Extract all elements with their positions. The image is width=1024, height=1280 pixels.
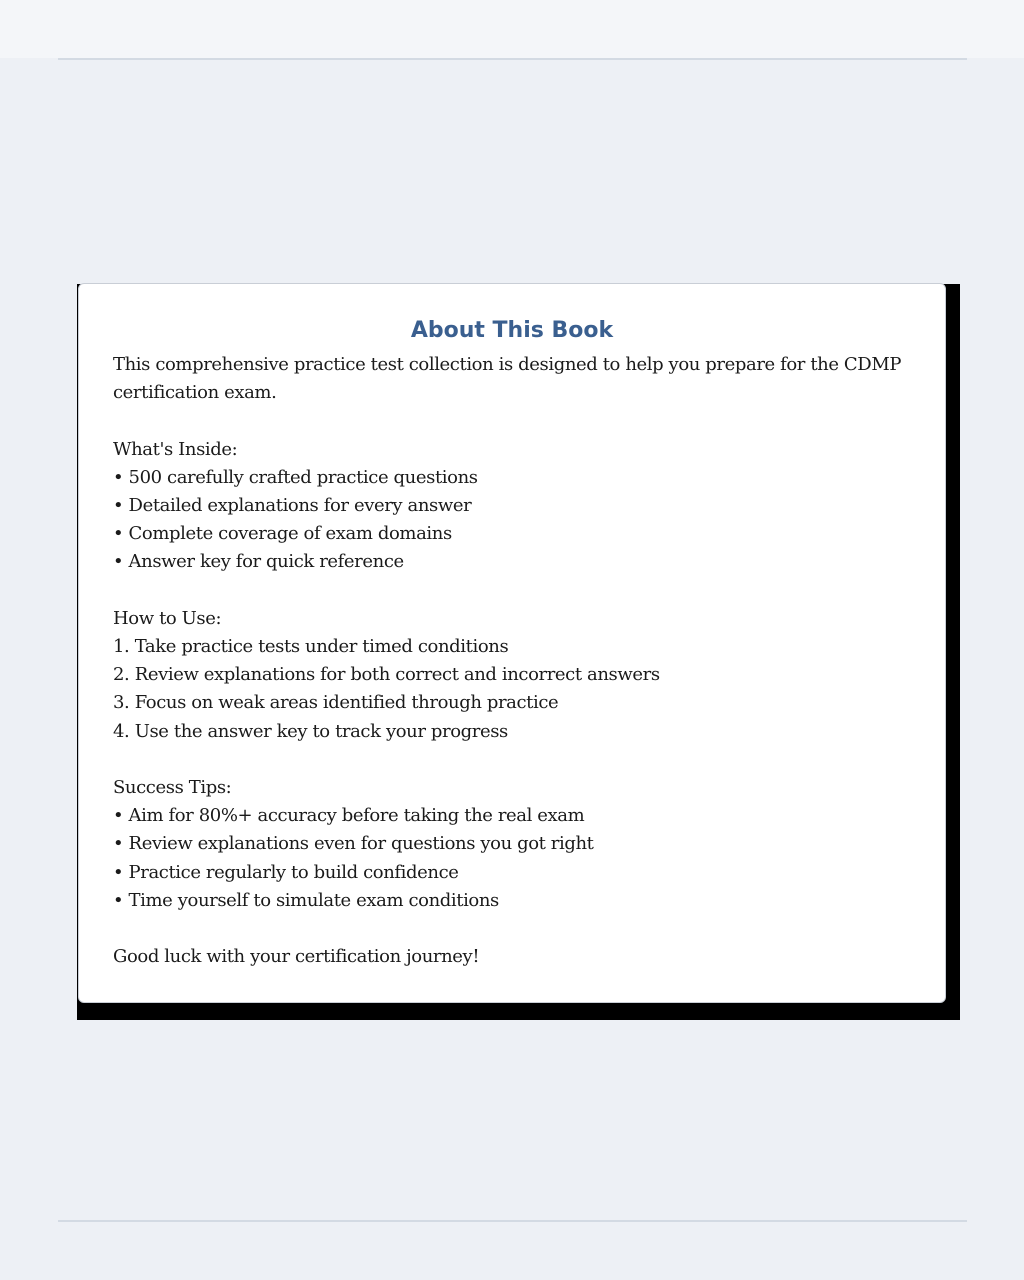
list-item: • Practice regularly to build confidence — [113, 861, 459, 883]
intro-paragraph: This comprehensive practice test collection is designed to help you prepare for the CDMP certification exam. — [113, 354, 902, 404]
spacer — [113, 577, 913, 605]
list-item: 3. Focus on weak areas identified through practice — [113, 692, 559, 714]
spacer — [113, 746, 913, 774]
closing-line: Good luck with your certification journey! — [113, 946, 480, 968]
card-body — [113, 351, 913, 971]
list-item: • Detailed explanations for every answer — [113, 495, 472, 516]
top-divider — [58, 58, 967, 60]
list-item: • Answer key for quick reference — [113, 551, 404, 573]
list-item: • Complete coverage of exam domains — [113, 523, 452, 545]
list-item: • 500 carefully crafted practice questions — [113, 466, 478, 488]
top-band — [0, 0, 1024, 58]
spacer — [113, 407, 913, 435]
about-book-card — [78, 283, 946, 1003]
success-tips-heading: Success Tips: — [113, 777, 232, 798]
bottom-divider — [58, 1220, 967, 1222]
list-item: • Aim for 80%+ accuracy before taking the real exam — [113, 805, 585, 827]
card-title: About This Book — [410, 318, 614, 343]
whats-inside-heading: What's Inside: — [113, 438, 238, 460]
list-item: 2. Review explanations for both correct and incorrect answers — [113, 664, 660, 686]
spacer — [113, 915, 913, 943]
how-to-use-heading: How to Use: — [113, 607, 222, 629]
list-item: 4. Use the answer key to track your progress — [113, 720, 508, 742]
list-item: • Review explanations even for questions you got right — [113, 833, 594, 855]
list-item: 1. Take practice tests under timed conditions — [113, 636, 509, 657]
list-item: • Time yourself to simulate exam conditions — [113, 889, 499, 911]
